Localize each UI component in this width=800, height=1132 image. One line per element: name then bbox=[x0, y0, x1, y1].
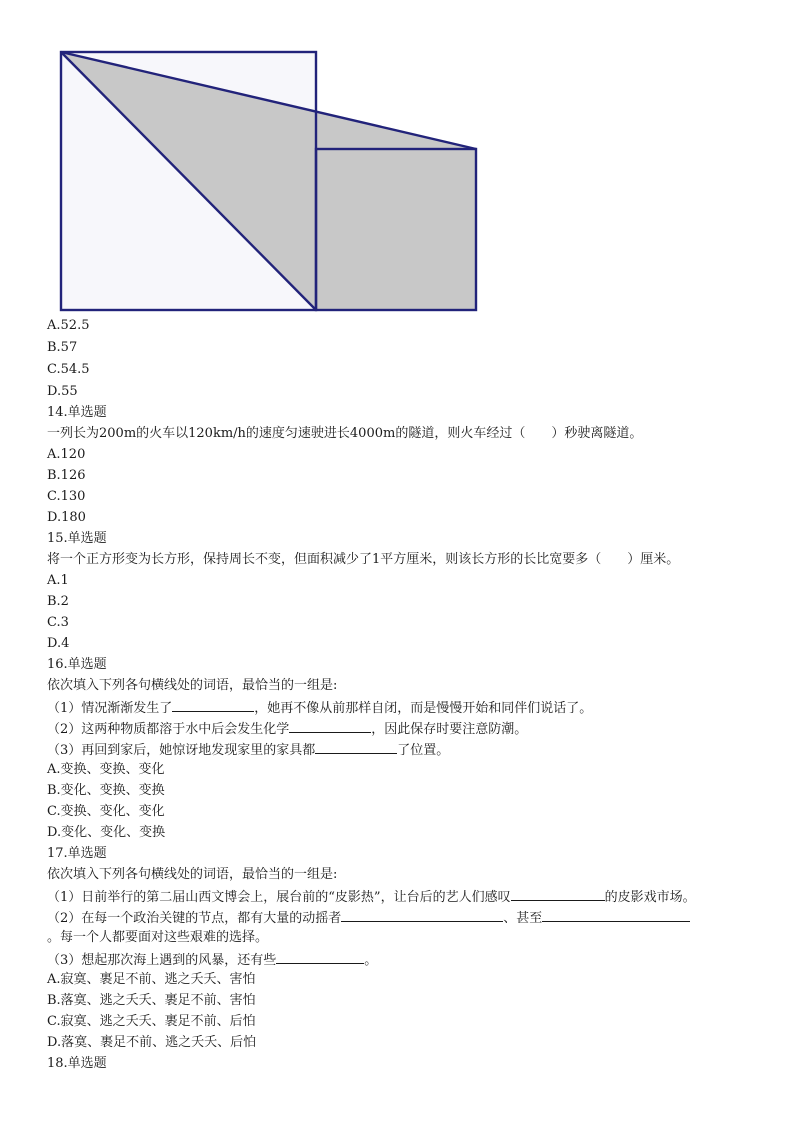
q16-s2-pre: （2）这两种物质都溶于水中后会发生化学 bbox=[47, 722, 290, 737]
q13-option-c: C.54.5 bbox=[47, 362, 90, 377]
q16-s3-pre: （3）再回到家后，她惊讶地发现家里的家具都 bbox=[47, 743, 316, 758]
q17-blank-1 bbox=[511, 886, 605, 901]
q17-blank-2 bbox=[341, 907, 503, 922]
q16-s1-pre: （1）情况渐渐发生了 bbox=[47, 701, 173, 716]
q15-stem: 将一个正方形变为长方形，保持周长不变，但面积减少了1平方厘米，则该长方形的长比宽要多（ ）厘米。 bbox=[47, 552, 680, 567]
q13-option-b: B.57 bbox=[47, 340, 78, 355]
q17-option-b: B.落寞、逃之夭夭、裹足不前、害怕 bbox=[47, 993, 256, 1008]
q16-option-d: D.变化、变化、变换 bbox=[47, 825, 166, 840]
q16-s3-post: 了位置。 bbox=[397, 743, 450, 758]
q17-s1-pre: （1）日前举行的第二届山西文博会上，展台前的“皮影热”，让台后的艺人们感叹 bbox=[47, 890, 511, 905]
q17-sentence-3 bbox=[47, 949, 377, 971]
q14-stem: 一列长为200m的火车以120km/h的速度匀速驶进长4000m的隧道，则火车经过（ ）秒驶离隧道。 bbox=[47, 426, 643, 441]
q17-header: 17.单选题 bbox=[47, 846, 107, 861]
q16-blank-3 bbox=[315, 739, 397, 754]
q17-blank-3 bbox=[542, 907, 690, 922]
q17-sentence-2 bbox=[47, 907, 690, 929]
q18-header: 18.单选题 bbox=[47, 1056, 107, 1071]
q17-sentence-2-continued: 。每一个人都要面对这些艰难的选择。 bbox=[47, 930, 269, 945]
q13-option-a: A.52.5 bbox=[47, 318, 90, 333]
q16-blank-1 bbox=[172, 697, 254, 712]
q17-sentence-1 bbox=[47, 886, 696, 908]
q17-stem: 依次填入下列各句横线处的词语，最恰当的一组是: bbox=[47, 867, 338, 882]
q17-s2-mid: 、甚至 bbox=[503, 911, 543, 926]
q16-header: 16.单选题 bbox=[47, 657, 107, 672]
q16-s2-post: ，因此保存时要注意防潮。 bbox=[371, 722, 528, 737]
q17-option-d: D.落寞、裹足不前、逃之夭夭、后怕 bbox=[47, 1035, 257, 1050]
q16-option-c: C.变换、变化、变化 bbox=[47, 804, 165, 819]
q14-header: 14.单选题 bbox=[47, 405, 107, 420]
q14-option-d: D.180 bbox=[47, 510, 86, 525]
q13-option-d: D.55 bbox=[47, 384, 78, 399]
q17-s1-post: 的皮影戏市场。 bbox=[604, 890, 696, 905]
q16-sentence-2 bbox=[47, 718, 527, 740]
q15-header: 15.单选题 bbox=[47, 531, 107, 546]
q17-blank-4 bbox=[276, 949, 364, 964]
q16-sentence-1 bbox=[47, 697, 592, 719]
q14-option-b: B.126 bbox=[47, 468, 86, 483]
q16-option-a: A.变换、变换、变化 bbox=[47, 762, 165, 777]
q16-sentence-3 bbox=[47, 739, 449, 761]
geometry-figure bbox=[0, 0, 800, 320]
q17-s3-pre: （3）想起那次海上遇到的风暴，还有些 bbox=[47, 953, 277, 968]
q17-option-c: C.寂寞、逃之夭夭、裹足不前、后怕 bbox=[47, 1014, 256, 1029]
q16-s1-post: ，她再不像从前那样自闭，而是慢慢开始和同伴们说话了。 bbox=[254, 701, 593, 716]
q16-stem: 依次填入下列各句横线处的词语，最恰当的一组是: bbox=[47, 678, 338, 693]
q14-option-c: C.130 bbox=[47, 489, 86, 504]
q16-option-b: B.变化、变换、变换 bbox=[47, 783, 165, 798]
q17-s3-post: 。 bbox=[364, 953, 378, 968]
q15-option-a: A.1 bbox=[47, 573, 69, 588]
q15-option-c: C.3 bbox=[47, 615, 69, 630]
q14-option-a: A.120 bbox=[47, 447, 86, 462]
q17-option-a: A.寂寞、裹足不前、逃之夭夭、害怕 bbox=[47, 972, 256, 987]
q15-option-b: B.2 bbox=[47, 594, 69, 609]
q17-s2-pre: （2）在每一个政治关键的节点，都有大量的动摇者 bbox=[47, 911, 342, 926]
q15-option-d: D.4 bbox=[47, 636, 70, 651]
q16-blank-2 bbox=[289, 718, 371, 733]
